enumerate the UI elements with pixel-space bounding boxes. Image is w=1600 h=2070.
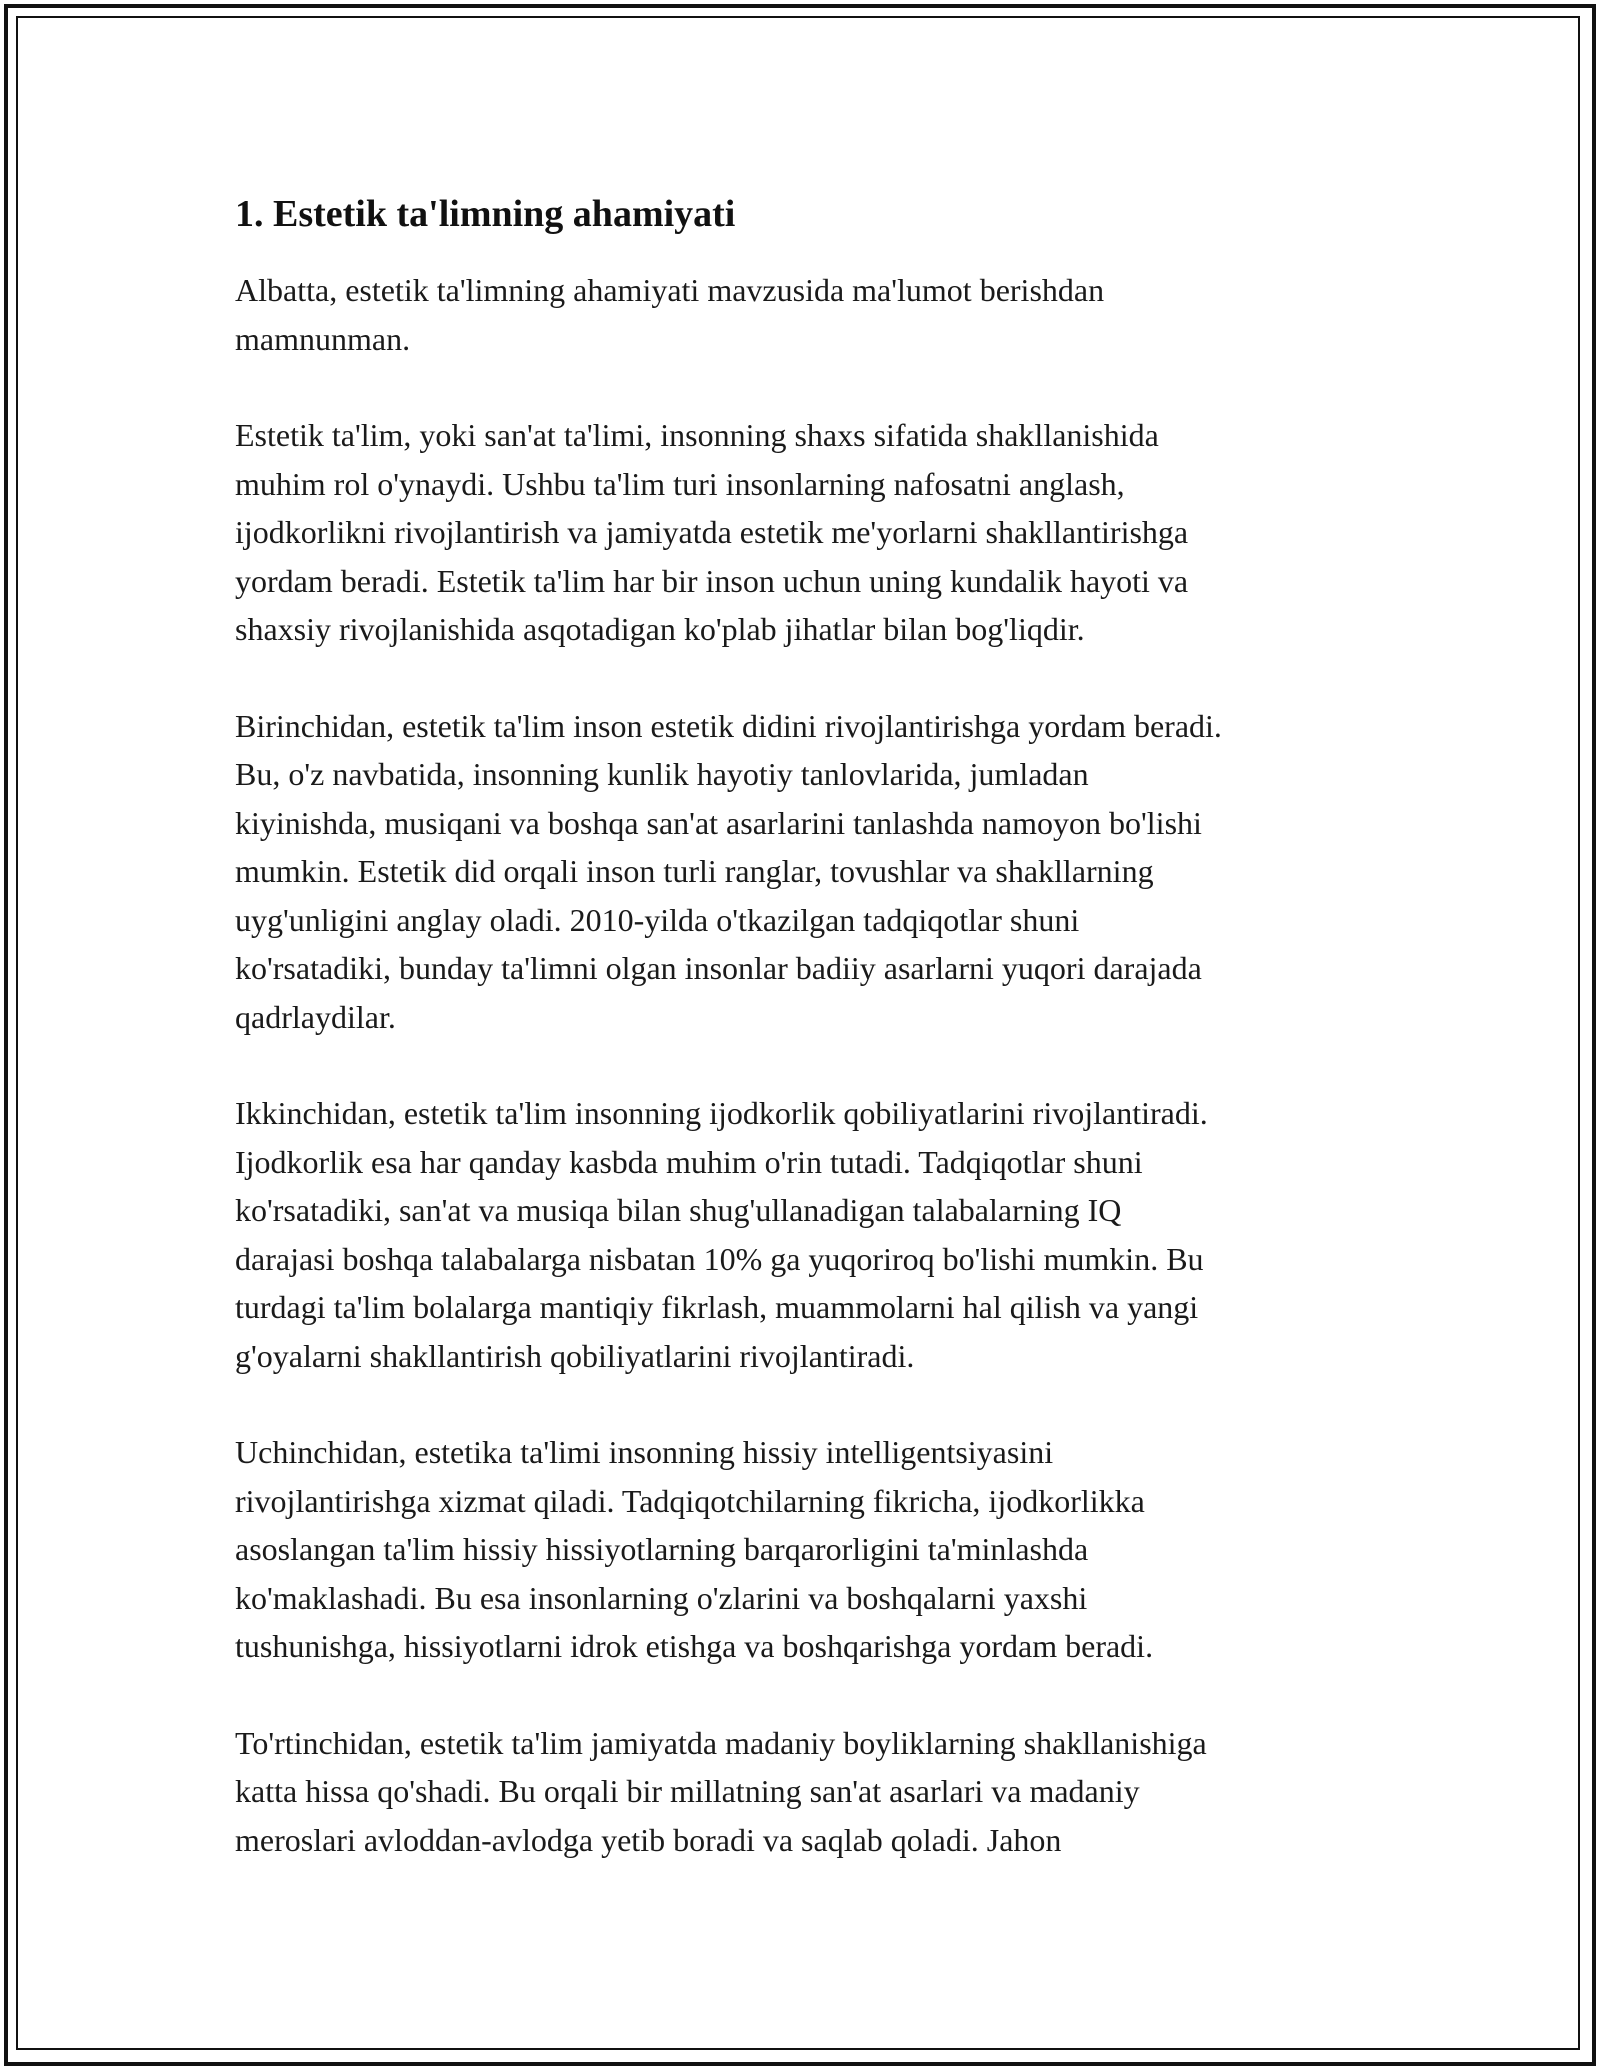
paragraph-fourth-point: To'rtinchidan, estetik ta'lim jamiyatda madaniy boyliklarning shakllanishiga katta hissa qo'shadi. Bu orqali bir millatning san'at asarlari va madaniy meroslari avloddan-avlodga yetib boradi va saqlab qoladi. Jahon bbox=[235, 1724, 1207, 1858]
section-heading: 1. Estetik ta'limning ahamiyati bbox=[235, 193, 736, 235]
paragraph-intro: Albatta, estetik ta'limning ahamiyati mavzusida ma'lumot berishdan mamnunman. bbox=[235, 272, 1105, 357]
paragraph-second-point: Ikkinchidan, estetik ta'lim insonning ijodkorlik qobiliyatlarini rivojlantiradi. Ijodkorlik esa har qanday kasbda muhim o'rin tutadi. Tadqiqotlar shuni ko'rsatadiki, san'at va musiqa bilan shug'ullanadigan talabalarning IQ darajasi boshqa talabalarga nisbatan 10% ga yuqoriroq bo'lishi mumkin. Bu turdagi ta'lim bolalarga mantiqiy fikrlash, muammolarni hal qilish va yangi g'oyalarni shakllantirish qobiliyatlarini rivojlantiradi. bbox=[235, 1095, 1208, 1374]
paragraph-definition: Estetik ta'lim, yoki san'at ta'limi, insonning shaxs sifatida shakllanishida muhim rol o'ynaydi. Ushbu ta'lim turi insonlarning nafosatni anglash, ijodkorlikni rivojlantirish va jamiyatda estetik me'yorlarni shakllantirishga yordam beradi. Estetik ta'lim har bir inson uchun uning kundalik hayoti va shaxsiy rivojlanishida asqotadigan ko'plab jihatlar bilan bog'liqdir. bbox=[235, 417, 1189, 647]
document-body bbox=[235, 190, 1375, 1912]
paragraph-first-point: Birinchidan, estetik ta'lim inson estetik didini rivojlantirishga yordam beradi. Bu, o'z navbatida, insonning kunlik hayotiy tanlovlarida, jumladan kiyinishda, musiqani va boshqa san'at asarlarini tanlashda namoyon bo'lishi mumkin. Estetik did orqali inson turli ranglar, tovushlar va shakllarning uyg'unligini anglay oladi. 2010-yilda o'tkazilgan tadqiqotlar shuni ko'rsatadiki, bunday ta'limni olgan insonlar badiiy asarlarni yuqori darajada qadrlaydilar. bbox=[235, 707, 1222, 1035]
paragraph-third-point: Uchinchidan, estetika ta'limi insonning hissiy intelligentsiyasini rivojlantirishga xizmat qiladi. Tadqiqotchilarning fikricha, ijodkorlikka asoslangan ta'lim hissiy hissiyotlarning barqarorligini ta'minlashda ko'maklashadi. Bu esa insonlarning o'zlarini va boshqalarni yaxshi tushunishga, hissiyotlarni idrok etishga va boshqarishga yordam beradi. bbox=[235, 1434, 1154, 1664]
